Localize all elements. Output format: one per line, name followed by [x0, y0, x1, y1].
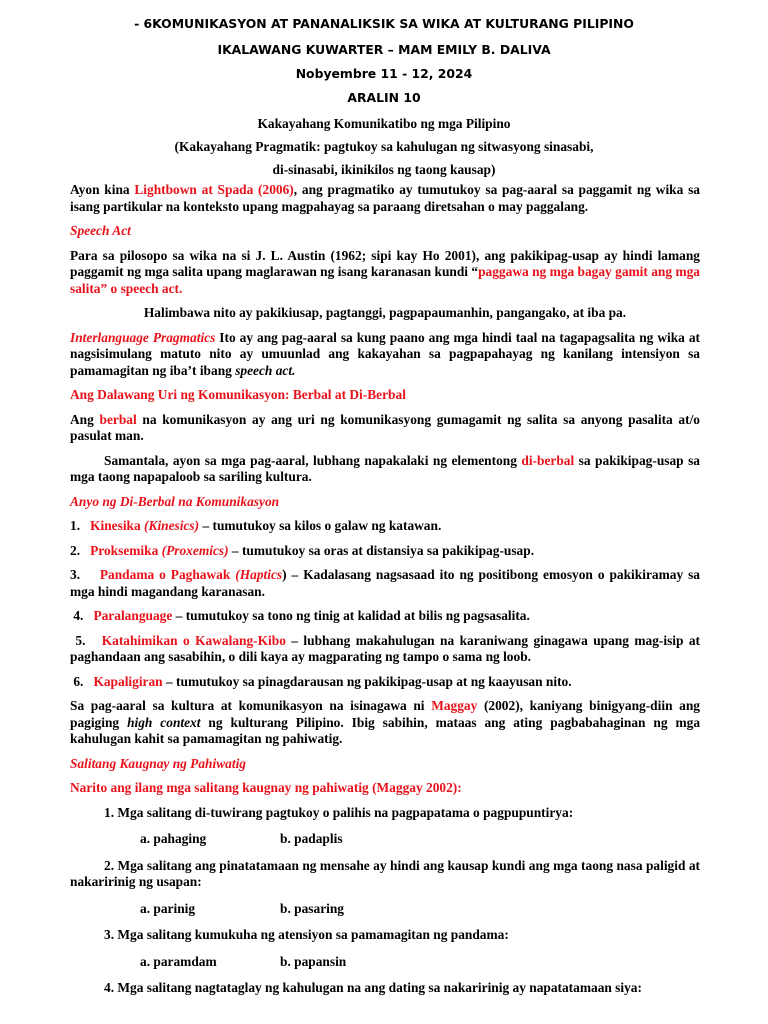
header-course: - 6KOMUNIKASYON AT PANANALIKSIK SA WIKA AT KULTURANG PILIPINO — [134, 16, 634, 31]
maggay-name: Maggay — [431, 698, 478, 713]
maggay-text-mid: , kaniyang binigyang-diin ang pagiging — [70, 698, 700, 730]
list-item-text: – lubhang makahulugan na karaniwang ginagawa upang mag-isip at paghandaan ang sasabihin, o dili kaya ay magparating ng tampo o sama ng loob. — [70, 632, 701, 664]
list-item-term: Proksemika — [90, 542, 162, 558]
list-item — [70, 633, 700, 666]
speech-act-examples: Halimbawa nito ay pakikiusap, pagtanggi, pagpapaumanhin, pangangako, at iba pa. — [143, 305, 627, 320]
salitang-item: 1. Mga salitang di-tuwirang pagtukoy o palihis na pagpapatama o pagpupuntirya: — [104, 804, 574, 820]
list-item — [70, 518, 700, 535]
maggay-paragraph — [70, 698, 700, 748]
berbal-term: berbal — [99, 411, 137, 427]
list-item-term: Pandama o Paghawak — [99, 567, 236, 582]
lesson-subtitle-2: di-sinasabi, ikinikilos ng taong kausap) — [272, 162, 496, 177]
lesson-title: Kakayahang Komunikatibo ng mga Pilipino — [257, 116, 511, 131]
berbal-text-before: Ang — [70, 411, 100, 427]
di-berbal-term: di-berbal — [521, 452, 575, 468]
list-item-term: Kapaligiran — [93, 673, 163, 689]
option-a: a. parinig — [140, 900, 196, 916]
list-item-text: – tumutukoy sa oras at distansiya sa pakikipag-usap. — [228, 542, 535, 558]
list-item-number: 6. — [70, 673, 94, 689]
salitang-item: 4. Mga salitang nagtataglay ng kahulugan na ang dating sa nakaririnig ay napatatamaan siya: — [104, 980, 642, 995]
interlanguage-italic: speech act. — [235, 362, 296, 378]
intro-text-after: , ang pragmatiko ay tumutukoy sa pag-aaral sa paggamit ng wika sa isang partikular na konteksto upang magpahayag sa paraang diretsahan o may paggalang. — [70, 182, 700, 214]
anyo-list — [70, 518, 700, 690]
list-item-number: 5. — [70, 632, 102, 648]
list-item-term: Katahimikan o Kawalang-Kibo — [101, 632, 286, 648]
document-body — [70, 182, 700, 1007]
di-berbal-paragraph — [70, 453, 700, 486]
header-lesson: ARALIN 10 — [347, 90, 421, 105]
speech-act-paragraph — [70, 248, 700, 298]
dalawang-uri-heading: Ang Dalawang Uri ng Komunikasyon: Berbal at Di-Berbal — [70, 387, 406, 402]
anyo-heading: Anyo ng Di-Berbal na Komunikasyon — [70, 493, 280, 509]
salitang-options — [70, 901, 700, 918]
intro-text-before: Ayon kina — [70, 182, 135, 197]
salitang-item: 3. Mga salitang kumukuha ng atensiyon sa pamamagitan ng pandama: — [104, 927, 509, 942]
list-item-number: 1. — [70, 518, 91, 533]
salitang-heading: Salitang Kaugnay ng Pahiwatig — [70, 755, 246, 771]
maggay-italic: high context — [127, 714, 201, 730]
list-item-text: – tumutukoy sa kilos o galaw ng katawan. — [199, 518, 442, 533]
list-item-term-english: (Proxemics) — [161, 542, 229, 558]
intro-citation: Lightbown at Spada (2006) — [134, 182, 294, 197]
speech-act-definition: paggawa ng mga bagay gamit ang mga salita” o speech act. — [70, 264, 700, 296]
intro-paragraph — [70, 182, 700, 215]
salitang-options — [70, 831, 700, 848]
list-item — [70, 567, 700, 600]
list-item-number: 3. — [70, 567, 100, 582]
interlanguage-term: Interlanguage Pragmatics — [70, 329, 216, 345]
list-item-number: 2. — [70, 542, 91, 558]
list-item — [70, 674, 700, 691]
list-item-number: 4. — [70, 608, 94, 623]
list-item-text: ) – Kadalasang nagsasaad ito ng positibong emosyon o pakikiramay sa mga hindi magandang karanasan. — [70, 567, 700, 599]
maggay-year: (2002) — [477, 698, 520, 713]
maggay-text-before: Sa pag-aaral sa kultura at komunikasyon na isinagawa ni — [70, 698, 432, 713]
list-item-term: Kinesika — [90, 518, 145, 533]
salitang-item: 2. Mga salitang ang pinatatamaan ng mensahe ay hindi ang kausap kundi ang mga taong nasa paligid at nakaririnig ng usapan: — [70, 857, 700, 889]
option-b: b. pasaring — [280, 900, 344, 916]
option-a: a. pahaging — [140, 831, 207, 846]
interlanguage-paragraph — [70, 330, 700, 380]
lesson-subtitle-1: (Kakayahang Pragmatik: pagtukoy sa kahulugan ng sitwasyong sinasabi, — [174, 139, 594, 154]
interlanguage-text: Ito ay ang pag-aaral sa kung paano ang mga hindi taal na tagapagsalita ng wika at nagsisimulang matuto nito ay umuunlad ang kakayahan sa pagpapahayag ng kanilang intensiyon sa pamamagitan ng iba’t ibang — [70, 329, 700, 378]
di-berbal-text-after: sa pakikipag-usap sa mga taong napapaloob sa sariling kultura. — [70, 452, 700, 484]
list-item-term-english: (Kinesics) — [144, 518, 200, 533]
option-b: b. papansin — [280, 953, 347, 969]
maggay-text-after: ng kulturang Pilipino. Ibig sabihin, mataas ang ating pagbabahaginan ng mga kahulugan kahit sa pamamagitan ng pahiwatig. — [70, 714, 701, 746]
speech-act-heading: Speech Act — [70, 223, 131, 238]
berbal-paragraph — [70, 412, 700, 445]
list-item — [70, 608, 700, 625]
option-b: b. padaplis — [280, 831, 343, 846]
option-a: a. paramdam — [140, 953, 217, 969]
salitang-options — [70, 954, 700, 971]
berbal-text-after: na komunikasyon ay ang uri ng komunikasyong gumagamit ng salita sa anyong pasalita at/o pasulat man. — [70, 411, 700, 443]
header-date: Nobyembre 11 - 12, 2024 — [295, 66, 473, 81]
list-item-term: Paralanguage — [93, 608, 173, 623]
list-item — [70, 543, 700, 560]
list-item-text: – tumutukoy sa tono ng tinig at kalidad at bilis ng pagsasalita. — [172, 608, 530, 623]
di-berbal-text-before: Samantala, ayon sa mga pag-aaral, lubhang napakalaki ng elementong — [104, 452, 522, 468]
salitang-subheading: Narito ang ilang mga salitang kaugnay ng pahiwatig (Maggay 2002): — [70, 780, 462, 795]
header-quarter-teacher: IKALAWANG KUWARTER – MAM EMILY B. DALIVA — [217, 42, 551, 57]
list-item-term-english: (Haptics — [235, 567, 283, 582]
list-item-text: – tumutukoy sa pinagdarausan ng pakikipag-usap at ng kaayusan nito. — [162, 673, 572, 689]
speech-act-text: Para sa pilosopo sa wika na si J. L. Austin (1962; sipi kay Ho 2001), ang pakikipag-usap ay hindi lamang paggamit ng mga salita upang maglarawan ng isang karanasan kundi “ — [70, 247, 700, 279]
